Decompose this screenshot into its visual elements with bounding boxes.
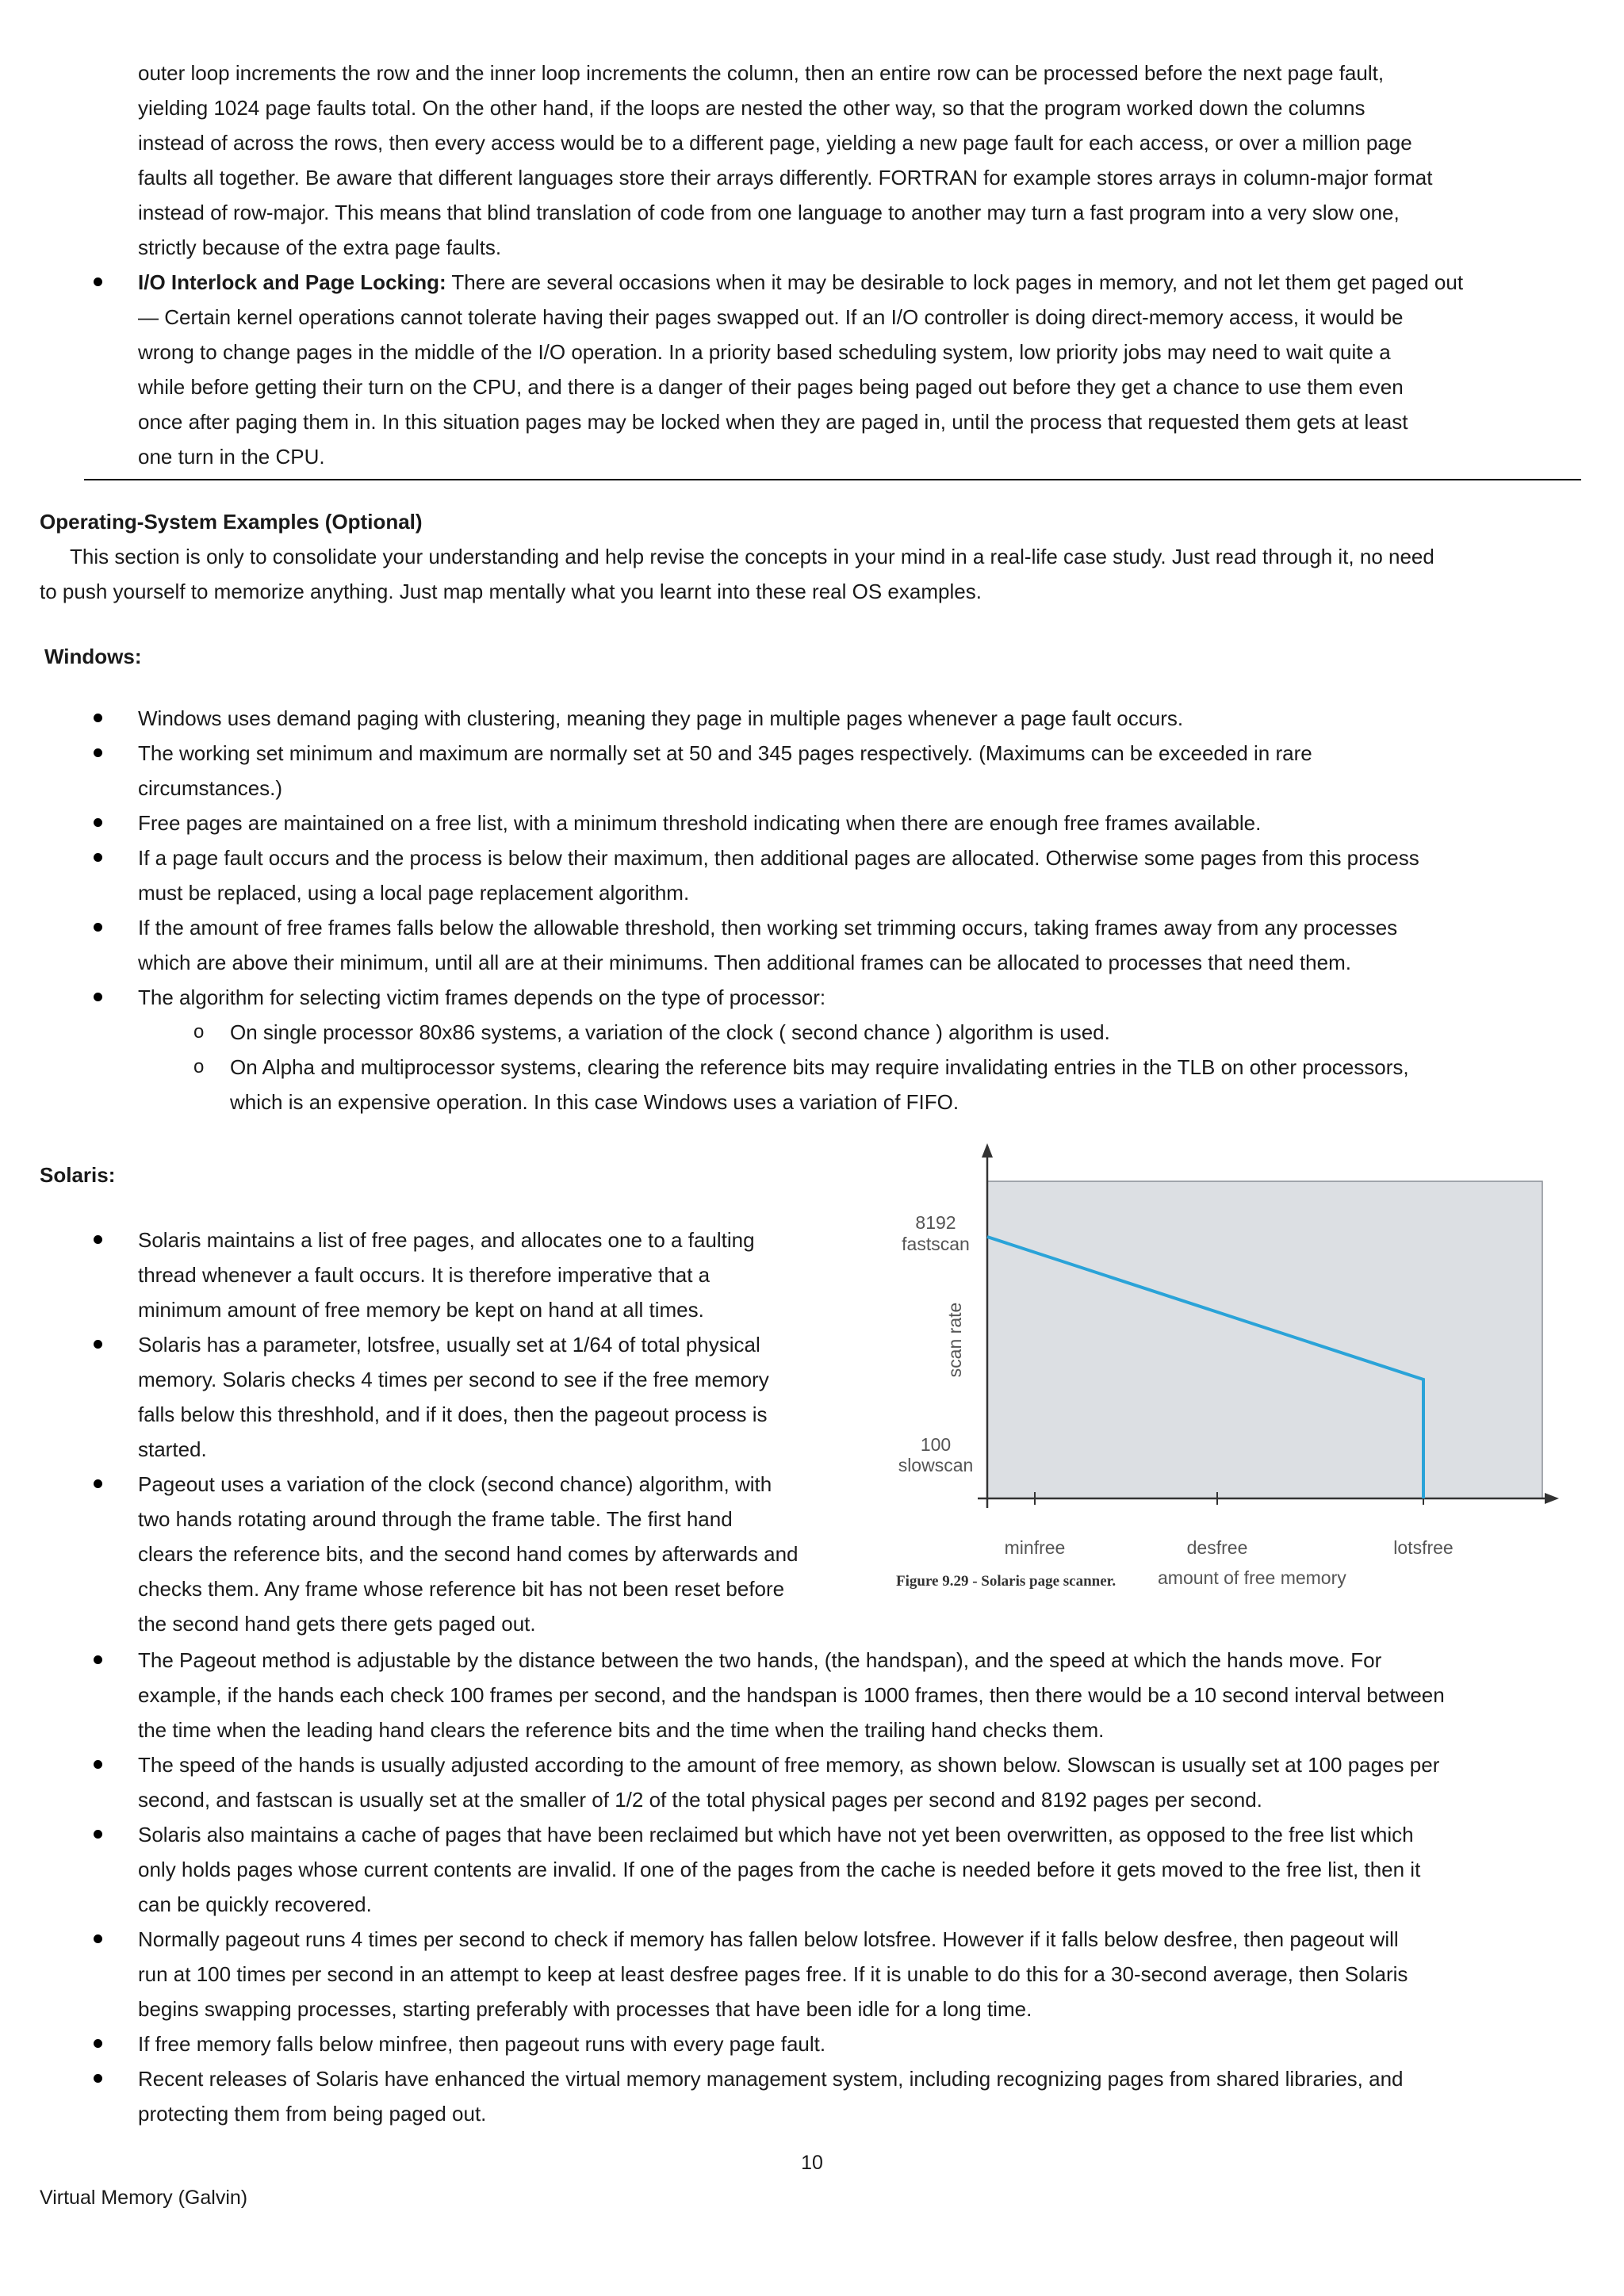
list-item [40,736,1597,806]
text-line: — Certain kernel operations cannot tolerate having their pages swapped out. If an I/O controller is doing direct-memory access, it would be [138,305,1404,329]
intro-continuation [138,55,1597,265]
text-line: The working set minimum and maximum are normally set at 50 and 345 pages respectively. (Maximums can be exceeded in rare [138,741,1312,765]
text-line: Free pages are maintained on a free list, with a minimum threshold indicating when there are enough free frames available. [138,811,1262,835]
solaris-heading: Solaris: [40,1163,116,1187]
list-item [40,701,1597,736]
io-interlock-title: I/O Interlock and Page Locking: [138,270,446,294]
os-examples-intro [40,539,1597,609]
list-item [40,1747,1597,1817]
text-line: checks them. Any frame whose reference bit has not been reset before [138,1577,785,1601]
text-line: must be replaced, using a local page replacement algorithm. [138,881,690,905]
list-item [40,1643,1597,1747]
text-line: Solaris has a parameter, lotsfree, usually set at 1/64 of total physical [138,1333,760,1357]
text-line: Normally pageout runs 4 times per second to check if memory has fallen below lotsfree. However if it falls below desfree, then pageout will [138,1927,1399,1951]
list-item [40,2026,1597,2061]
text-line: o On Alpha and multiprocessor systems, clearing the reference bits may require invalidating entries in the TLB on other processors, [230,1055,1409,1079]
text-line: while before getting their turn on the CPU, and there is a danger of their pages being paged out before they get a chance to use them even [138,375,1404,399]
text-line: The Pageout method is adjustable by the distance between the two hands, (the handspan), and the speed at which the hands move. For [138,1648,1382,1672]
text-line: the second hand gets there gets paged out. [138,1612,536,1636]
text-line: which are above their minimum, until all are at their minimums. Then additional frames can be allocated to processes that need them. [138,951,1351,974]
text-line: Solaris also maintains a cache of pages that have been reclaimed but which have not yet been overwritten, as opposed to the free list which [138,1823,1414,1846]
sub-list-item [92,1015,1597,1050]
list-item [40,265,1597,474]
text-line: protecting them from being paged out. [138,2102,487,2126]
sub-list-item [92,1050,1597,1119]
text-line: second, and fastscan is usually set at the smaller of 1/2 of the total physical pages per second and 8192 pages per second. [138,1788,1262,1812]
text-line: This section is only to consolidate your understanding and help revise the concepts in your mind in a real-life case study. Just read through it, no need [70,545,1434,568]
text-line: instead of row-major. This means that blind translation of code from one language to another may turn a fast program into a very slow one, [138,201,1400,224]
windows-heading: Windows: [44,645,142,668]
x-tick-label: minfree [1004,1537,1066,1558]
text-line: memory. Solaris checks 4 times per second to see if the free memory [138,1368,769,1391]
document-title-footer: Virtual Memory (Galvin) [40,2187,248,2209]
text-line: thread whenever a fault occurs. It is therefore imperative that a [138,1263,710,1287]
list-item [40,806,1597,840]
list-item [40,980,1597,1015]
text-line: yielding 1024 page faults total. On the other hand, if the loops are nested the other way, so that the program worked down the columns [138,96,1365,120]
text-line: the time when the leading hand clears the reference bits and the time when the trailing hand checks them. [138,1718,1105,1742]
text-line: once after paging them in. In this situation pages may be locked when they are paged in, until the process that requested them gets at least [138,410,1408,434]
text-line: two hands rotating around through the frame table. The first hand [138,1507,733,1531]
list-item [40,910,1597,980]
text-line: can be quickly recovered. [138,1892,372,1916]
text-line: one turn in the CPU. [138,445,325,469]
text-line: which is an expensive operation. In this case Windows uses a variation of FIFO. [230,1090,959,1114]
section-divider [84,479,1581,480]
text-line: Windows uses demand paging with clustering, meaning they page in multiple pages whenever a page fault occurs. [138,706,1184,730]
section-heading: Operating-System Examples (Optional) [40,510,423,534]
x-axis-label: amount of free memory [1158,1567,1346,1588]
io-interlock-list [40,265,1597,474]
text-line: If free memory falls below minfree, then pageout runs with every page fault. [138,2032,826,2056]
text-line: only holds pages whose current contents are invalid. If one of the pages from the cache is needed before it gets moved to the free list, then it [138,1858,1421,1881]
text-line: The algorithm for selecting victim frames depends on the type of processor: [138,985,826,1009]
x-tick-label: lotsfree [1393,1537,1454,1558]
y-top-name-label: fastscan [902,1234,970,1254]
list-item [40,2061,1597,2131]
text-line: run at 100 times per second in an attempt to keep at least desfree pages free. If it is unable to do this for a 30-second average, then Solaris [138,1962,1408,1986]
page-number: 10 [801,2152,823,2174]
windows-list [40,701,1597,1015]
text-line: strictly because of the extra page faults. [138,235,502,259]
text-line: Pageout uses a variation of the clock (second chance) algorithm, with [138,1472,772,1496]
text-line: falls below this threshhold, and if it does, then the pageout process is [138,1402,768,1426]
figure-caption: Figure 9.29 - Solaris page scanner. [896,1573,1116,1590]
list-item [40,1922,1597,2026]
text-line: o On single processor 80x86 systems, a variation of the clock ( second chance ) algorithm is used. [230,1020,1110,1044]
windows-sub-list [92,1015,1597,1119]
list-item [40,1223,864,1327]
text-line: outer loop increments the row and the inner loop increments the column, then an entire row can be processed before the next page fault, [138,61,1385,85]
y-bottom-value-label: 100 [920,1434,952,1455]
y-top-value-label: 8192 [915,1212,956,1233]
plot-area [987,1181,1542,1498]
list-item [40,1327,864,1467]
y-bottom-name-label: slowscan [898,1455,974,1475]
y-axis-arrow-icon [982,1143,993,1158]
list-item [40,1817,1597,1922]
x-tick-label: desfree [1186,1537,1248,1558]
text-line: There are several occasions when it may be desirable to lock pages in memory, and not let them get paged out [446,270,1464,294]
x-axis-arrow-icon [1545,1493,1559,1504]
text-line: Recent releases of Solaris have enhanced the virtual memory management system, including recognizing pages from shared libraries, and [138,2067,1404,2091]
list-item [40,840,1597,910]
text-line: minimum amount of free memory be kept on hand at all times. [138,1298,704,1322]
text-line: The speed of the hands is usually adjusted according to the amount of free memory, as shown below. Slowscan is usually set at 100 pages per [138,1753,1440,1777]
text-line: Solaris maintains a list of free pages, and allocates one to a faulting [138,1228,755,1252]
solaris-side-list [40,1223,864,1641]
text-line: begins swapping processes, starting preferably with processes that have been idle for a long time. [138,1997,1032,2021]
text-line: to push yourself to memorize anything. Just map mentally what you learnt into these real OS examples. [40,580,982,603]
text-line: circumstances.) [138,776,283,800]
text-line: wrong to change pages in the middle of the I/O operation. In a priority based scheduling system, low priority jobs may need to wait quite a [138,340,1391,364]
text-line: If a page fault occurs and the process is below their maximum, then additional pages are allocated. Otherwise some pages from this process [138,846,1419,870]
solaris-page-scanner-figure [872,1142,1570,1617]
text-line: example, if the hands each check 100 frames per second, and the handspan is 1000 frames, then there would be a 10 second interval between [138,1683,1445,1707]
solaris-list [40,1643,1597,2131]
text-line: instead of across the rows, then every access would be to a different page, yielding a new page fault for each access, or over a million page [138,131,1412,155]
text-line: faults all together. Be aware that different languages store their arrays differently. FORTRAN for example stores arrays in column-major format [138,166,1433,189]
text-line: If the amount of free frames falls below the allowable threshold, then working set trimming occurs, taking frames away from any processes [138,916,1398,939]
text-line: started. [138,1437,207,1461]
y-axis-label: scan rate [944,1302,965,1378]
text-line: clears the reference bits, and the second hand comes by afterwards and [138,1542,799,1566]
list-item [40,1467,864,1641]
